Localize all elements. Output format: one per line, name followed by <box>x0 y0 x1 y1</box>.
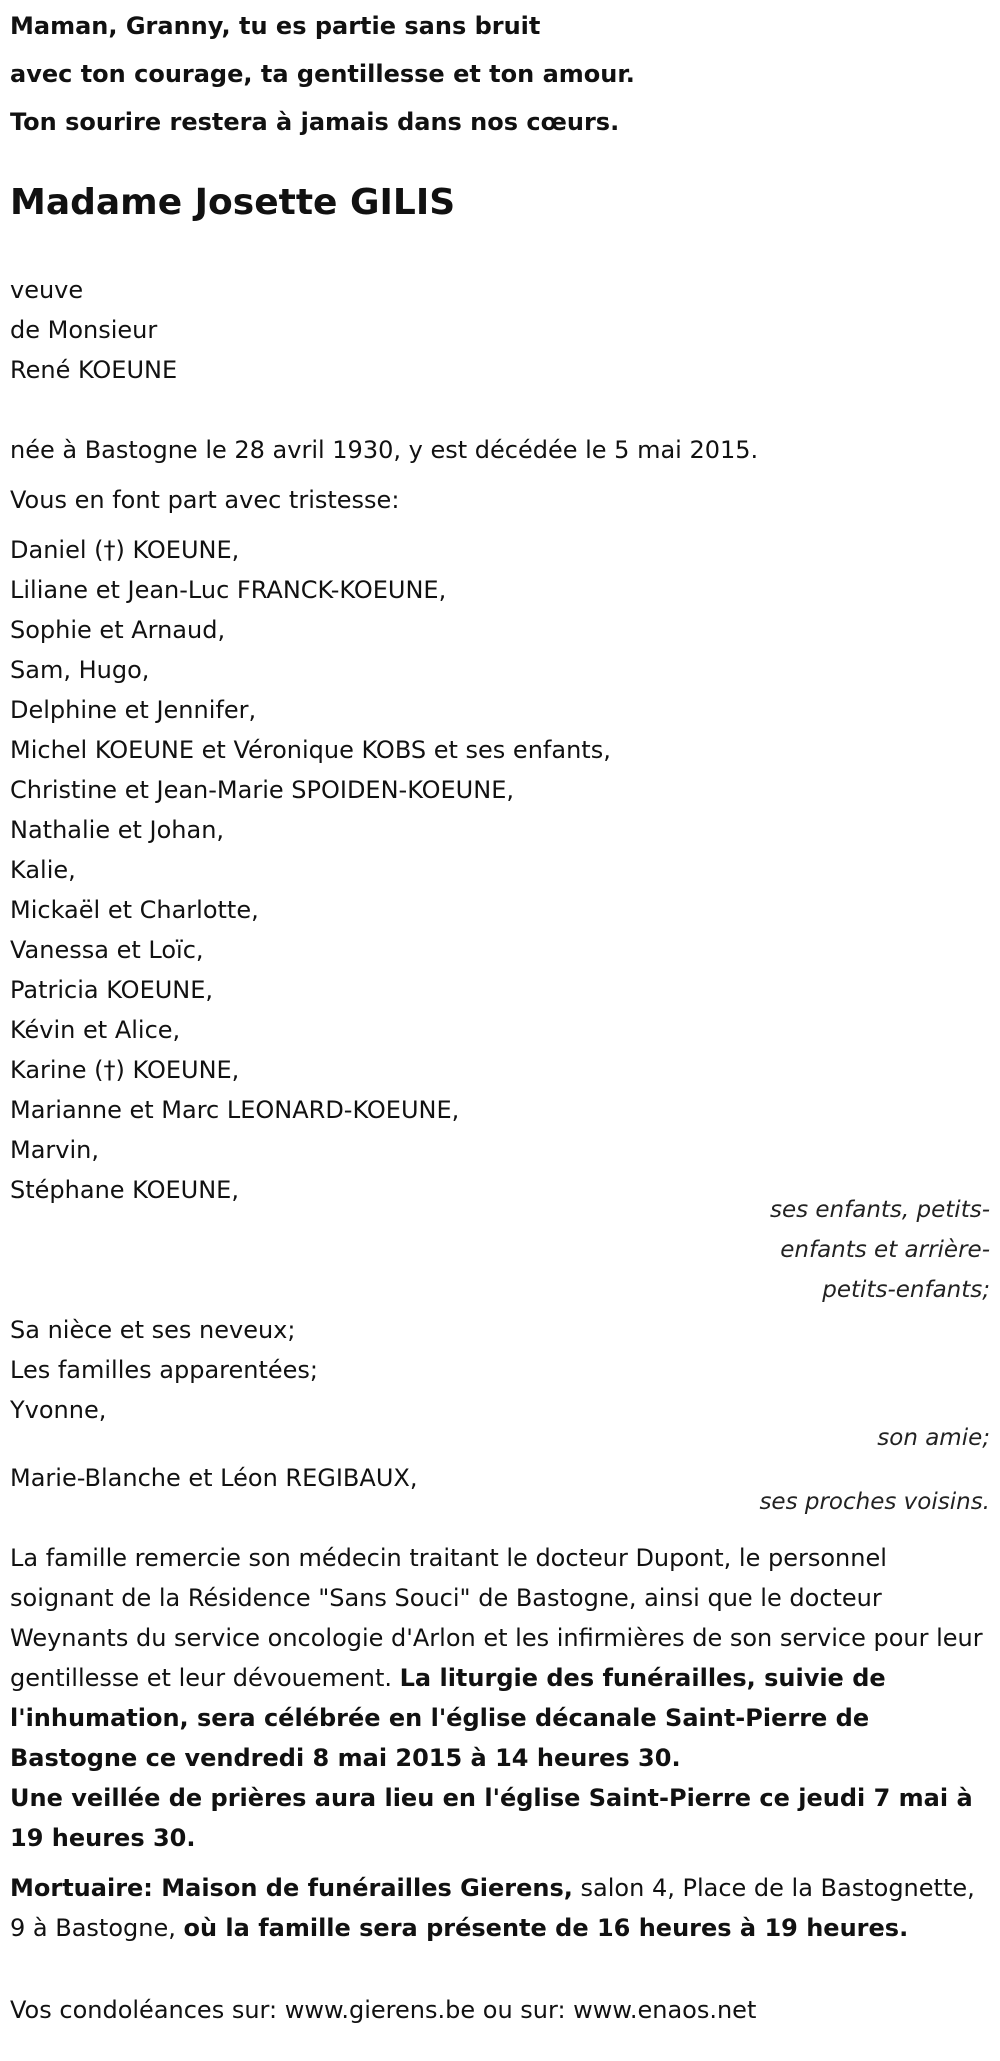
family-member: Marvin, <box>10 1136 99 1164</box>
family-member: Kévin et Alice, <box>10 1016 181 1044</box>
widow-line: de Monsieur <box>10 316 158 344</box>
mortuary-hours: où la famille sera présente de 16 heures à 19 heures. <box>183 1914 909 1942</box>
condolences: Vos condoléances sur: www.gierens.be ou sur: www.enaos.net <box>10 1996 757 2024</box>
relatives <box>10 1310 990 1430</box>
neighbors: Marie-Blanche et Léon REGIBAUX, <box>10 1464 418 1492</box>
widow-of <box>10 270 990 390</box>
mortuary-address: salon 4, Place de la Bastognette, 9 à Bastogne, <box>10 1874 975 1942</box>
family-member: Delphine et Jennifer, <box>10 696 257 724</box>
mortuary-paragraph <box>10 1868 995 1948</box>
relative-line: Les familles apparentées; <box>10 1356 319 1384</box>
family-member: Vanessa et Loïc, <box>10 936 204 964</box>
poem <box>10 6 990 142</box>
family-member: Daniel (†) KOEUNE, <box>10 536 240 564</box>
role-line: ses enfants, petits- <box>769 1197 990 1223</box>
relative-line: Yvonne, <box>10 1396 107 1424</box>
family-member: Marianne et Marc LEONARD-KOEUNE, <box>10 1096 460 1124</box>
family-member: Kalie, <box>10 856 76 884</box>
family-member: Karine (†) KOEUNE, <box>10 1056 240 1084</box>
family-member: Sophie et Arnaud, <box>10 616 226 644</box>
role-line: petits-enfants; <box>822 1277 990 1303</box>
family-member: Michel KOEUNE et Véronique KOBS et ses enfants, <box>10 736 611 764</box>
thanks-paragraph <box>10 1538 995 1778</box>
neighbors-role: ses proches voisins. <box>759 1489 990 1515</box>
poem-line: Ton sourire restera à jamais dans nos cœurs. <box>10 108 620 136</box>
mortuary-label: Mortuaire: Maison de funérailles Gierens, <box>10 1874 573 1902</box>
poem-line: Maman, Granny, tu es partie sans bruit <box>10 12 541 40</box>
announcement: Vous en font part avec tristesse: <box>10 486 400 514</box>
family-member: Sam, Hugo, <box>10 656 150 684</box>
widow-line: René KOEUNE <box>10 356 178 384</box>
vigil: Une veillée de prières aura lieu en l'église Saint-Pierre ce jeudi 7 mai à 19 heures 30. <box>10 1784 973 1852</box>
funeral-details: La liturgie des funérailles, suivie de l'inhumation, sera célébrée en l'église décanale Saint-Pierre de Bastogne ce vendredi 8 mai 2015 à 14 heures 30. <box>10 1664 886 1772</box>
family-member: Mickaël et Charlotte, <box>10 896 259 924</box>
poem-line: avec ton courage, ta gentillesse et ton amour. <box>10 60 635 88</box>
family-member: Christine et Jean-Marie SPOIDEN-KOEUNE, <box>10 776 514 804</box>
role-line: enfants et arrière- <box>780 1237 990 1263</box>
widow-line: veuve <box>10 276 84 304</box>
thanks-text: La famille remercie son médecin traitant le docteur Dupont, le personnel soignant de la Résidence "Sans Souci" de Bastogne, ainsi que le docteur Weynants du service oncologie d'Arlon et les infirmières de son service pour leur gentillesse et leur dévouement. <box>10 1544 983 1692</box>
family-member: Nathalie et Johan, <box>10 816 225 844</box>
family-member: Patricia KOEUNE, <box>10 976 214 1004</box>
family-member: Stéphane KOEUNE, <box>10 1176 239 1204</box>
relative-line: Sa nièce et ses neveux; <box>10 1316 296 1344</box>
deceased-name: Madame Josette GILIS <box>10 182 456 223</box>
family-role <box>770 1190 990 1310</box>
friend-role: son amie; <box>877 1425 990 1451</box>
family-member: Liliane et Jean-Luc FRANCK-KOEUNE, <box>10 576 447 604</box>
family-list <box>10 530 990 1210</box>
birth-death: née à Bastogne le 28 avril 1930, y est décédée le 5 mai 2015. <box>10 436 759 464</box>
